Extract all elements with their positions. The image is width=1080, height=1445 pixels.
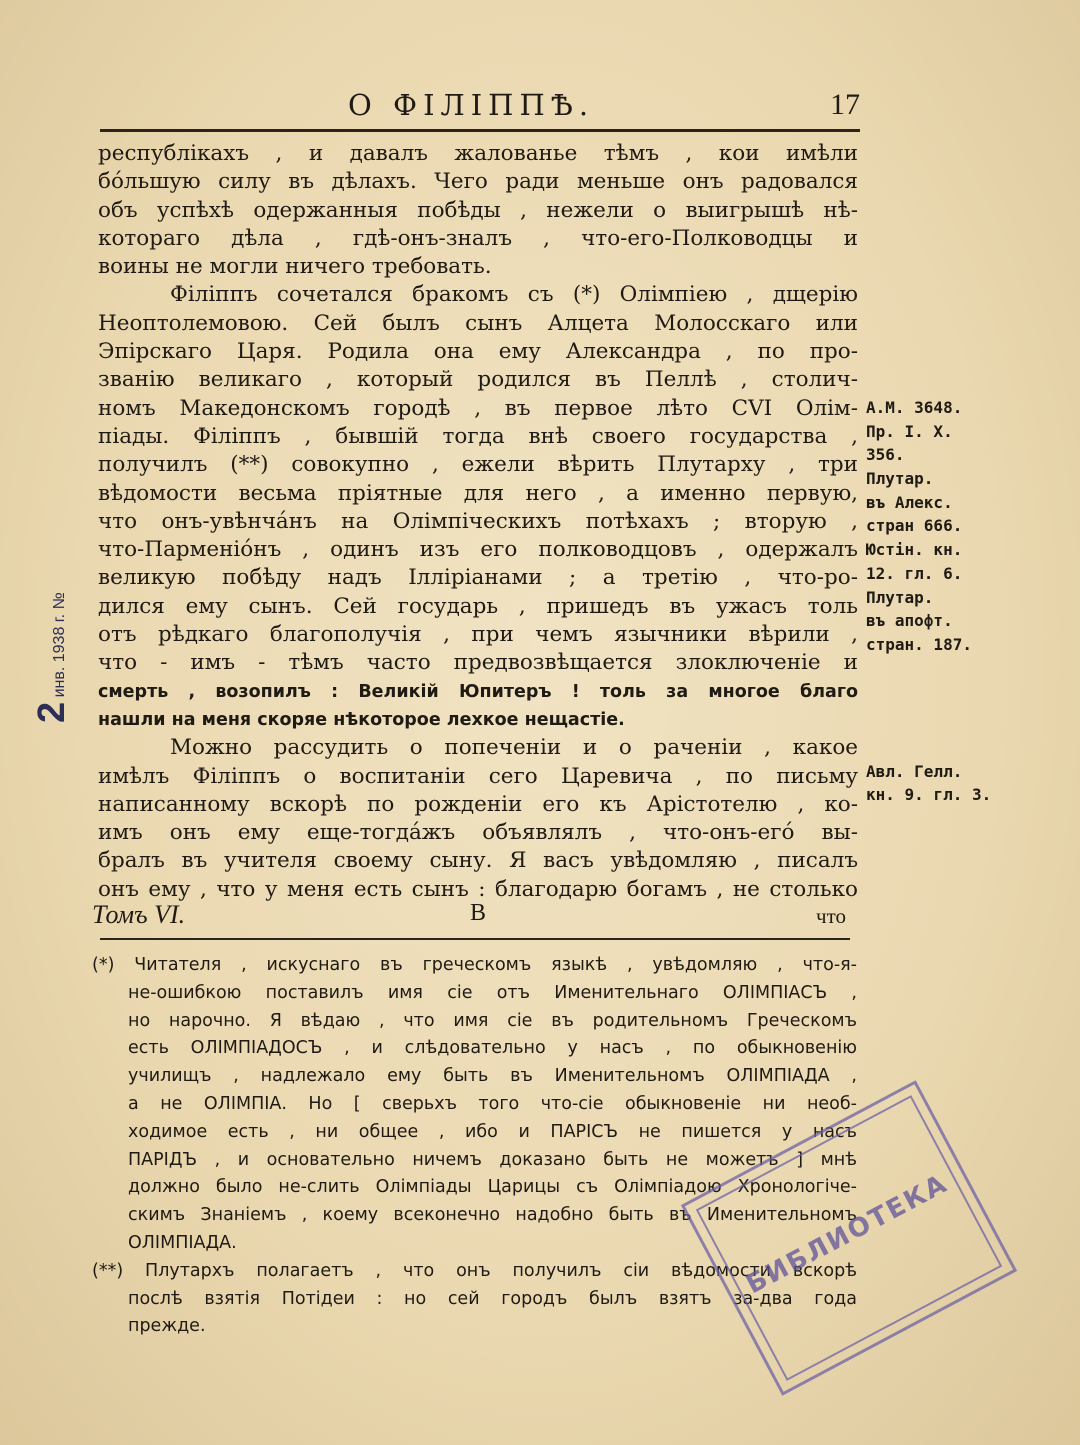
text-line: званію великаго , который родился въ Пеллѣ , столич- <box>98 367 858 393</box>
text-line: смерть , возопилъ : Великій Юпитеръ ! толь за многое благо <box>98 681 858 702</box>
inventory-no: № <box>51 592 68 610</box>
text-line: котораго дѣла , гдѣ-онъ-зналъ , что-его-Полководцы и <box>98 225 858 251</box>
footnote-line: (*) Читателя , искуснаго въ греческомъ языкѣ , увѣдомляю , что-я- <box>92 955 857 975</box>
text-line: республікахъ , и давалъ жалованье тѣмъ , кои имѣли <box>98 141 858 166</box>
signature-mark: B <box>470 900 487 926</box>
text-line: Эпірскаго Царя. Родила она ему Александра , по про- <box>98 339 858 365</box>
footnote-line: а не ОЛІМПІА. Но [ сверьхъ того что-сіе обыкновеніе ни необ- <box>128 1093 857 1114</box>
text-line: написанному вскорѣ по рожденіи его къ Арістотелю , ко- <box>98 791 858 817</box>
footnote-line: училищъ , надлежало ему быть въ Именительномъ ОЛІМПІАДА , <box>128 1066 857 1087</box>
footnote-line: прежде. <box>128 1316 206 1337</box>
margin-note-line: Юстін. кн. <box>866 540 963 560</box>
text-line: бо́льшую силу въ дѣлахъ. Чего ради меньше онъ радовался <box>98 169 858 195</box>
footnote-line: послѣ взятія Потідеи : но сей городъ былъ взятъ за-два года <box>128 1288 857 1309</box>
main-text <box>98 140 858 904</box>
catchword: что <box>816 904 846 928</box>
footnote-line: есть ОЛІМПІАДОСЪ , и слѣдовательно у насъ , по обыкновенію <box>128 1038 857 1059</box>
text-line: воины не могли ничего требовать. <box>98 254 492 280</box>
text-line: дился ему сынъ. Сей государь , пришедъ въ ужасъ толь <box>98 593 858 619</box>
text-line: Можно рассудить о попеченіи и о раченіи , какое <box>170 735 858 761</box>
margin-note-line: въ Алекс. <box>866 492 953 512</box>
volume-label: Томъ VI. <box>92 900 186 929</box>
margin-note-line: Плутар. <box>866 587 934 607</box>
text-line: получилъ (**) совокупно , ежели вѣрить Плутарху , три <box>98 452 858 478</box>
footnote-rule <box>100 938 850 940</box>
text-line: онъ ему , что у меня есть сынъ : благодарю богамъ , не столько <box>98 876 858 902</box>
signature-row <box>92 900 852 930</box>
footnote-line: скимъ Знаніемъ , коему всеконечно надобно быть въ Именительномъ <box>128 1205 857 1226</box>
footnote-line: ходимое есть , ни общее , ибо и ПАРІСЪ не пишется у насъ <box>128 1121 857 1142</box>
margin-note-line: кн. 9. гл. 3. <box>866 785 992 805</box>
footnote-line: (**) Плутархъ полагаетъ , что онъ получилъ сіи вѣдомости вскорѣ <box>92 1260 857 1281</box>
footnote-line: ПАРІДЪ , и основательно ничемъ доказано быть не можетъ ] мнѣ <box>128 1149 857 1170</box>
footnote-line: должно было не-слить Олімпіады Царицы съ Олімпіадою Хронологіче- <box>128 1177 857 1198</box>
page-number: 17 <box>830 88 860 121</box>
inventory-number: 2 <box>31 701 73 723</box>
text-line: что онъ-увѣнча́нъ на Олімпіческихъ потѣхахъ ; вторую , <box>98 508 858 534</box>
footnote-line: не-ошибкою поставилъ имя сіе отъ Именительнаго ОЛІМПІАСЪ , <box>128 982 857 1003</box>
header-rule <box>100 129 860 132</box>
text-line: номъ Македонскомъ городѣ , въ первое лѣто CVI Олім- <box>98 395 858 421</box>
margin-note-line: 12. гл. 6. <box>866 563 963 583</box>
running-title: О ФІЛІППѢ. <box>348 88 595 122</box>
footnote-line: но нарочно. Я вѣдаю , что имя сіе въ родительномъ Греческомъ <box>128 1010 857 1031</box>
text-line: что-Парменіо́нъ , одинъ изъ его полководцовъ , одержалъ <box>98 537 858 563</box>
text-line: вѣдомости весьма пріятные для него , а именно первую, <box>98 480 858 506</box>
library-stamp-text: БИБЛИОТЕКА <box>741 1168 953 1301</box>
text-line: Філіппъ сочетался бракомъ съ (*) Олімпіею , дщерію <box>170 282 858 308</box>
inventory-stamp <box>28 423 76 723</box>
margin-note-line: въ апофт. <box>866 611 953 631</box>
inventory-year: инв. 1938 г. <box>51 613 68 698</box>
text-line: объ успѣхѣ одержанныя побѣды , нежели о выигрышѣ нѣ- <box>98 197 858 223</box>
margin-notes <box>866 396 992 807</box>
text-line: нашли на меня скоряе нѣкоторое лехкое нещастіе. <box>98 709 625 730</box>
text-line: имъ онъ ему еще-тогда́жъ объявлялъ , что-онъ-его́ вы- <box>98 820 858 846</box>
margin-note-line: А.М. 3648. <box>866 398 963 417</box>
text-line: отъ рѣдкаго благополучія , при чемъ язычники вѣрили , <box>98 622 858 648</box>
margin-note-line: Авл. Гелл. <box>866 761 963 781</box>
margin-note-line: стран. 187. <box>866 634 972 654</box>
margin-note-line: Пр. I. X. <box>866 421 953 441</box>
margin-note-line: Плутар. <box>866 469 934 489</box>
text-line: великую побѣду надъ Іллірiанами ; а третію , что-ро- <box>98 565 858 591</box>
text-line: что - имъ - тѣмъ часто предвозвѣщается злоключеніе и <box>98 650 858 676</box>
margin-note-line: 356. <box>866 445 905 465</box>
page-header <box>100 88 860 128</box>
margin-note-line: стран 666. <box>866 516 963 536</box>
text-line: бралъ въ учителя своему сыну. Я васъ увѣдомляю , писалъ <box>98 848 858 874</box>
text-line: Неоптолемовою. Сей былъ сынъ Алцета Молосскаго или <box>98 310 858 336</box>
footnote-line: ОЛІМПІАДА. <box>128 1232 237 1253</box>
text-line: имѣлъ Філіппъ о воспитаніи сего Царевича , по письму <box>98 763 858 789</box>
text-line: піады. Філіппъ , бывшій тогда внѣ своего государства , <box>98 423 858 449</box>
